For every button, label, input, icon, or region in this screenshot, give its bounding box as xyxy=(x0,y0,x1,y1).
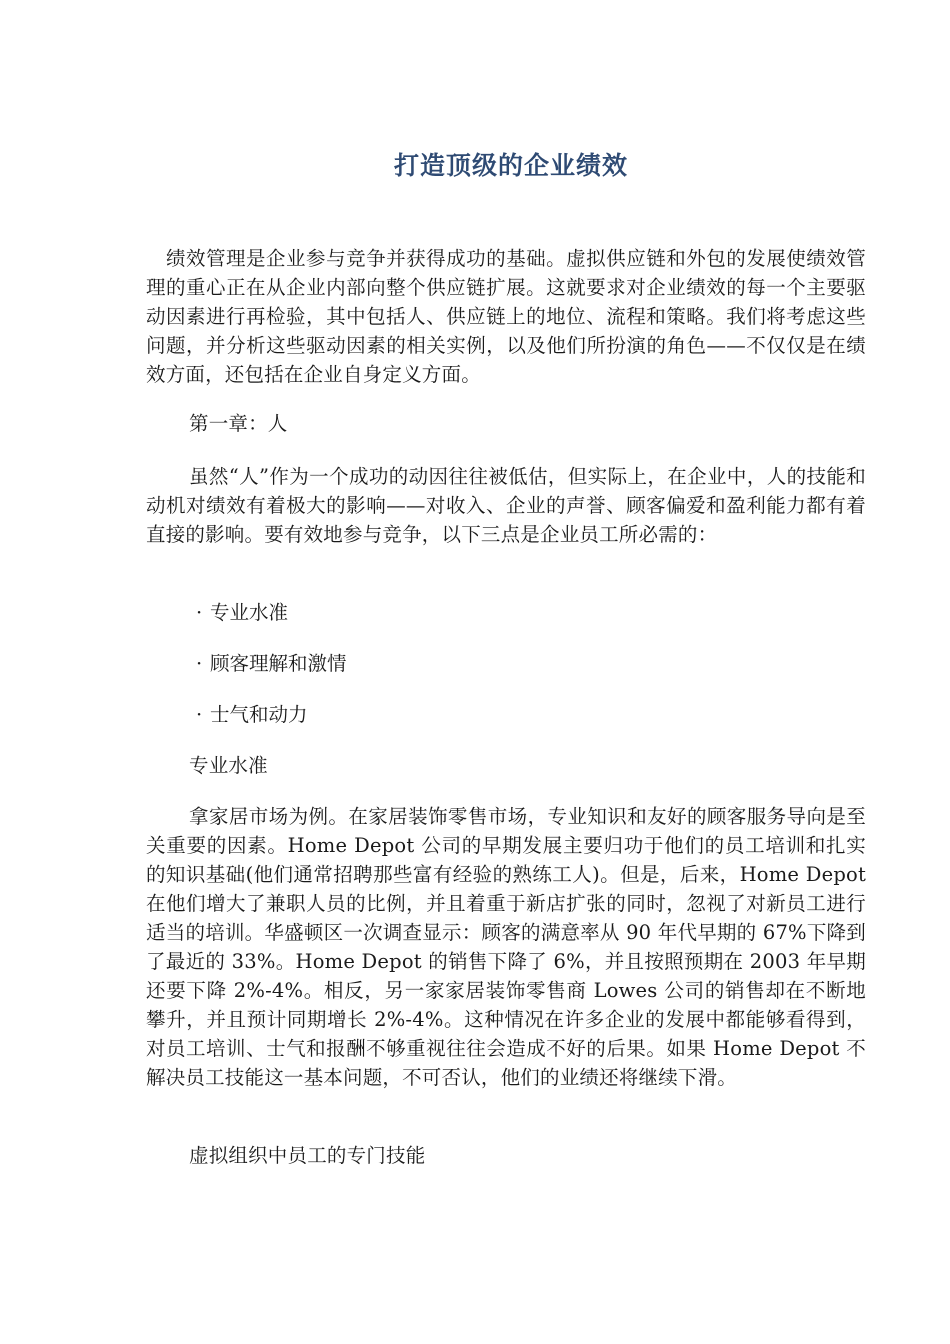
bullet-marker: · xyxy=(196,652,203,675)
section-heading: 专业水准 xyxy=(189,754,268,777)
bullet-text: 士气和动力 xyxy=(210,703,308,726)
document-title: 打造顶级的企业绩效 xyxy=(393,151,628,180)
bullet-item xyxy=(196,700,308,729)
bullet-item xyxy=(196,649,347,678)
people-paragraph: 虽然“人”作为一个成功的动因往往被低估，但实际上，在企业中，人的技能和动机对绩效有着极大的影响——对收入、企业的声誉、顾客偏爱和盈利能力都有着直接的影响。要有效地参与竞争，以下三点是企业员工所必需的： xyxy=(146,465,866,546)
homedepot-paragraph: 拿家居市场为例。在家居装饰零售市场，专业知识和友好的顾客服务导向是至关重要的因素。Home Depot 公司的早期发展主要归功于他们的员工培训和扎实的知识基础(他们通常招聘那些富有经验的熟练工人)。但是，后来，Home Depot 在他们增大了兼职人员的比例，并且着重于新店扩张的同时，忽视了对新员工进行适当的培训。华盛顿区一次调查显示：顾客的满意率从 90 年代早期的 67%下降到了最近的 33%。Home Depot 的销售下降了 6%，并且按照预期在 2003 年早期还要下降 2%-4%。相反，另一家家居装饰零售商 Lowes 公司的销售却在不断地攀升，并且预计同期增长 2%-4%。这种情况在许多企业的发展中都能够看得到，对员工培训、士气和报酬不够重视往往会造成不好的后果。如果 Home Depot 不解决员工技能这一基本问题，不可否认，他们的业绩还将继续下滑。 xyxy=(146,805,866,1089)
bullet-marker: · xyxy=(196,703,203,726)
bullet-text: 专业水准 xyxy=(210,601,289,624)
bullet-text: 顾客理解和激情 xyxy=(210,652,347,675)
chapter-heading: 第一章：人 xyxy=(189,412,288,435)
section-heading: 虚拟组织中员工的专门技能 xyxy=(189,1144,426,1167)
bullet-item xyxy=(196,598,288,627)
intro-paragraph: 绩效管理是企业参与竞争并获得成功的基础。虚拟供应链和外包的发展使绩效管理的重心正在从企业内部向整个供应链扩展。这就要求对企业绩效的每一个主要驱动因素进行再检验，其中包括人、供应链上的地位、流程和策略。我们将考虑这些问题，并分析这些驱动因素的相关实例，以及他们所扮演的角色——不仅仅是在绩效方面，还包括在企业自身定义方面。 xyxy=(146,247,866,386)
bullet-marker: · xyxy=(196,601,203,624)
